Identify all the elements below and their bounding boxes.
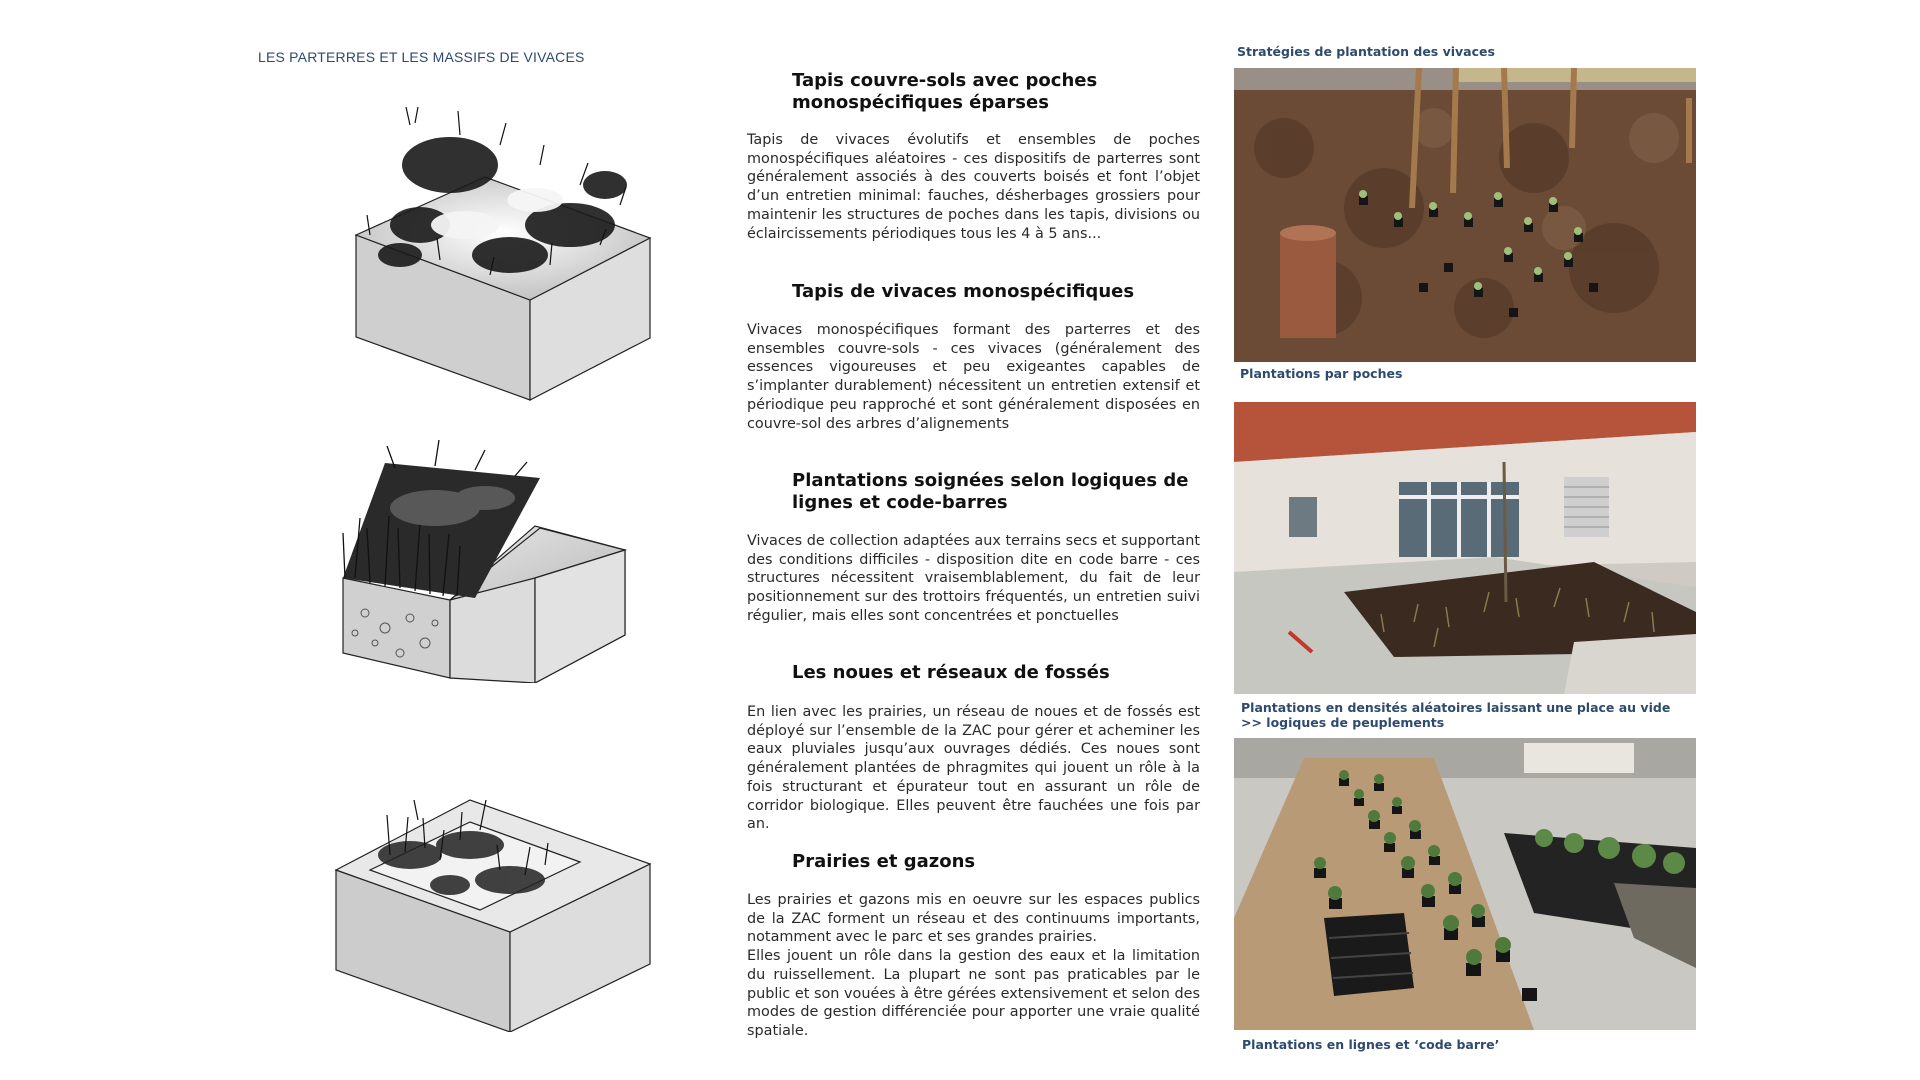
block-diagram-line-planting — [330, 760, 660, 1032]
page-heading: LES PARTERRES ET LES MASSIFS DE VIVACES — [258, 49, 585, 65]
section-title-swales: Les noues et réseaux de fossés — [792, 662, 1110, 683]
section-body-meadows — [747, 891, 1200, 1041]
section-title-sparse-pockets: Tapis couvre-sols avec poches monospécifiques éparses — [792, 70, 1098, 113]
block-diagram-sparse-pockets — [340, 105, 670, 405]
section-title-monospecific-carpet: Tapis de vivaces monospécifiques — [792, 281, 1135, 302]
photo-column-heading: Stratégies de plantation des vivaces — [1237, 44, 1495, 59]
section-title-meadows: Prairies et gazons — [792, 851, 976, 872]
photo-line-planting — [1234, 738, 1696, 1030]
photo-caption-random-density-planting: Plantations en densités aléatoires laissant une place au vide >> logiques de peuplements — [1241, 700, 1671, 730]
block-diagram-monospecific-carpet — [325, 428, 645, 683]
photo-pocket-planting — [1234, 68, 1696, 362]
photo-caption-line-planting: Plantations en lignes et ‘code barre’ — [1242, 1037, 1500, 1052]
photo-random-density-planting — [1234, 402, 1696, 694]
section-body-monospecific-carpet: Vivaces monospécifiques formant des parterres et des ensembles couvre-sols - ces vivaces (généralement des essences vigoureuses et peu exigeantes capables de s’implanter durablement) nécessitent un entretien extensif et périodique peu rapproché et sont généralement disposées en couvre-sol des arbres d’alignements — [747, 322, 1200, 432]
section-title-line-planting: Plantations soignées selon logiques de lignes et code-barres — [792, 470, 1189, 513]
section-body-sparse-pockets: Tapis de vivaces évolutifs et ensembles de poches monospécifiques aléatoires - ces dispositifs de parterres sont généralement associés à des couverts boisés et font l’objet d’un entretien minimal: fauches, désherbages grossiers pour maintenir les structures de poches dans les tapis, divisions ou éclaircissements périodiques tous les 4 à 5 ans... — [747, 132, 1200, 242]
section-body-meadows-part1: Les prairies et gazons mis en oeuvre sur les espaces publics de la ZAC forment un réseau et des continuums importants, notamment avec le parc et ses grandes prairies. — [747, 892, 1200, 946]
section-body-swales: En lien avec les prairies, un réseau de noues et de fossés est déployé sur l’ensemble de la ZAC pour gérer et acheminer les eaux pluviales jusqu’aux ouvrages dédiés. Ces noues sont généralement plantées de phragmites qui jouent un rôle à la fois structurant et épurateur tout en assurant un rôle de corridor biologique. Elles peuvent être fauchées une fois par an. — [747, 704, 1200, 833]
section-body-line-planting: Vivaces de collection adaptées aux terrains secs et supportant des conditions difficiles - disposition dite en code barre - ces structures nécessitent vraisemblablement, du fait de leur positionnement sur des trottoirs fréquentés, un entretien suivi régulier, mais elles sont concentrées et ponctuelles — [747, 533, 1200, 624]
photo-caption-pocket-planting: Plantations par poches — [1240, 366, 1403, 381]
section-body-meadows-part2: Elles jouent un rôle dans la gestion des eaux et la limitation du ruissellement. La plupart ne sont pas praticables par le public et son vouées à être gérées extensivement et selon des modes de gestion différenciée pour apporter une vraie qualité spatiale. — [747, 948, 1200, 1039]
